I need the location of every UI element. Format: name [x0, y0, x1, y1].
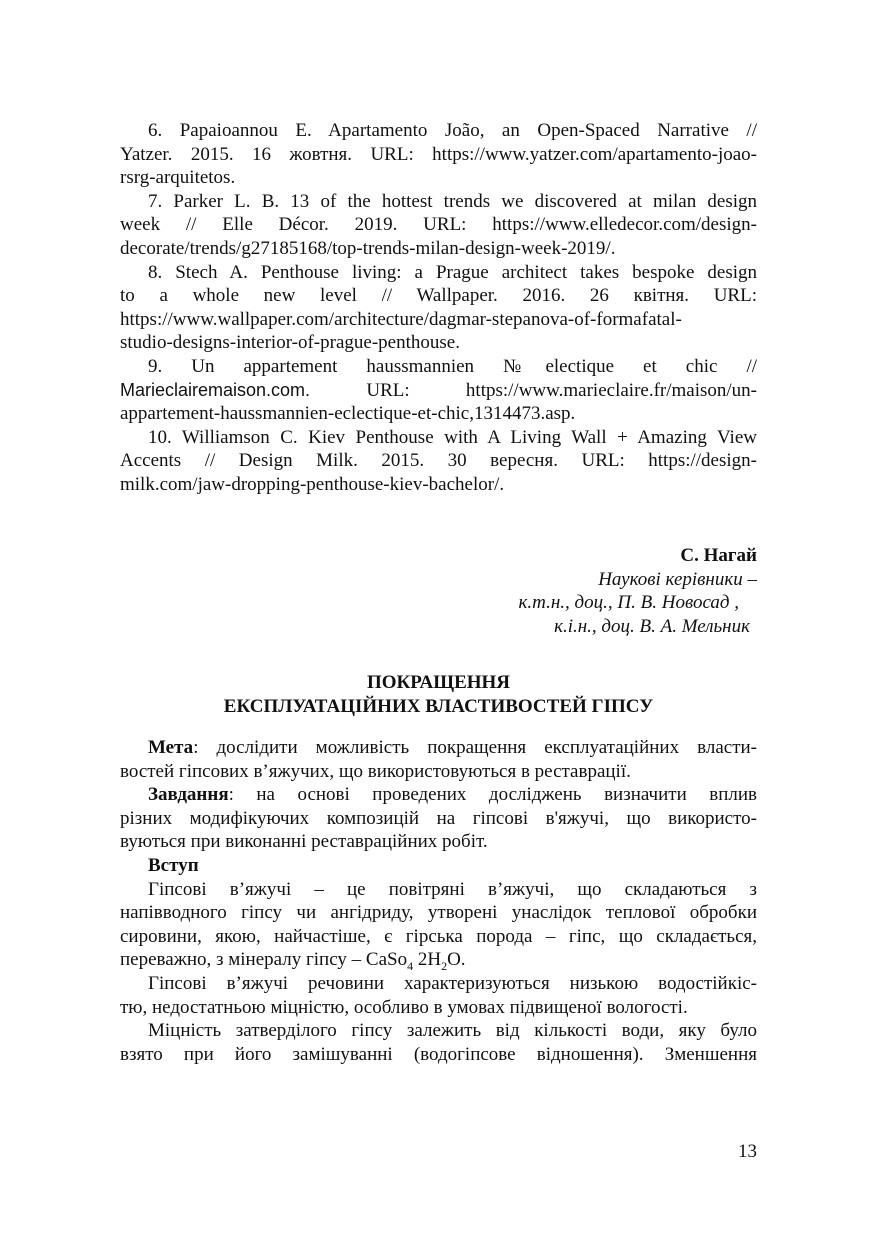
reference-9 [120, 379, 757, 403]
text: : на основі проведених досліджень визначити вплив [228, 784, 757, 806]
task-paragraph [120, 783, 757, 807]
intro-paragraph: сировини, якою, найчастіше, є гірська порода – гіпс, що складається, [120, 925, 757, 947]
text: O. [447, 949, 466, 971]
reference-7: 7. Parker L. B. 13 of the hottest trends we discovered at milan design [148, 190, 757, 212]
supervisor-2: к.і.н., доц. В. А. Мельник [554, 615, 750, 637]
subscript: 4 [407, 959, 414, 974]
reference-6: Yatzer. 2015. 16 жовтня. URL: https://www.yatzer.com/apartamento-joao- [120, 143, 757, 165]
page-number: 13 [738, 1141, 757, 1162]
author-name: С. Нагай [680, 545, 757, 566]
reference-7: week // Elle Décor. 2019. URL: https://www.elledecor.com/design- [120, 214, 757, 236]
reference-10: Accents // Design Milk. 2015. 30 вересня. URL: https://design- [120, 450, 757, 472]
aim-label: Мета [148, 737, 194, 758]
text: 2H [413, 949, 442, 971]
reference-8: to a whole new level // Wallpaper. 2016. 26 квітня. URL: [120, 285, 757, 307]
title-line: ЕКСПЛУАТАЦІЙНИХ ВЛАСТИВОСТЕЙ ГІПСУ [223, 695, 654, 717]
reference-8: 8. Stech A. Penthouse living: a Prague architect takes bespoke design [148, 261, 757, 283]
reference-8: https://www.wallpaper.com/architecture/dagmar-stepanova-of-formafatal- [120, 308, 682, 330]
aim-paragraph [120, 736, 757, 760]
article-body [120, 736, 757, 1066]
supervisors-label: Наукові керівники – [598, 568, 757, 590]
supervisor-1: к.т.н., доц., П. В. Новосад , [518, 592, 739, 614]
reference-9: 9. Un appartement haussmannien №electique et chic // [148, 355, 757, 377]
reference-10: 10. Williamson C. Kiev Penthouse with A Living Wall + Amazing View [148, 426, 757, 448]
reference-9: appartement-haussmannien-eclectique-et-chic,1314473.asp. [120, 403, 576, 425]
paragraph-3: Міцність затверділого гіпсу залежить від кількості води, яку було [148, 1020, 757, 1042]
paragraph-2: тю, недостатньою міцністю, особливо в умовах підвищеної вологості. [120, 996, 688, 1018]
intro-paragraph: напівводного гіпсу чи ангідриду, утворені унаслідок теплової обробки [120, 902, 757, 924]
reference-6: rsrg-arquitetos. [120, 167, 236, 189]
reference-9-site: Marieclairemaison.com. [120, 379, 311, 400]
reference-10: milk.com/jaw-dropping-penthouse-kiev-bachelor/. [120, 473, 505, 495]
intro-paragraph [120, 948, 757, 972]
task-paragraph: вуються при виконанні реставраційних робіт. [120, 831, 488, 853]
intro-heading: Вступ [148, 854, 199, 876]
paragraph-3: взято при його замішуванні (водогіпсове відношення). Зменшення [120, 1043, 757, 1065]
reference-9-url: URL: https://www.marieclaire.fr/maison/un- [366, 379, 758, 401]
text: : дослідити можливість покращення експлуатаційних власти- [193, 737, 757, 758]
task-label: Завдання [148, 784, 229, 806]
reference-6: 6. Papaioannou E. Apartamento João, an Open-Spaced Narrative // [148, 120, 757, 141]
title-line: ПОКРАЩЕННЯ [366, 672, 511, 693]
reference-list [120, 119, 757, 497]
task-paragraph: різних модифікуючих композицій на гіпсові в'яжучі, що використо- [120, 807, 757, 829]
paragraph-2: Гіпсові в’яжучі речовини характеризуються низькою водостійкіс- [148, 972, 757, 994]
reference-8: studio-designs-interior-of-prague-penthouse. [120, 332, 460, 354]
text: переважно, з мінералу гіпсу – CaSo [120, 949, 408, 971]
aim-paragraph: востей гіпсових в’яжучих, що використовуються в реставрації. [120, 760, 631, 782]
subscript: 2 [441, 959, 448, 974]
reference-7: decorate/trends/g27185168/top-trends-milan-design-week-2019/. [120, 237, 616, 259]
intro-paragraph: Гіпсові в’яжучі – це повітряні в’яжучі, що складаються з [148, 878, 757, 900]
author-block [120, 544, 757, 638]
article-title [120, 671, 757, 718]
